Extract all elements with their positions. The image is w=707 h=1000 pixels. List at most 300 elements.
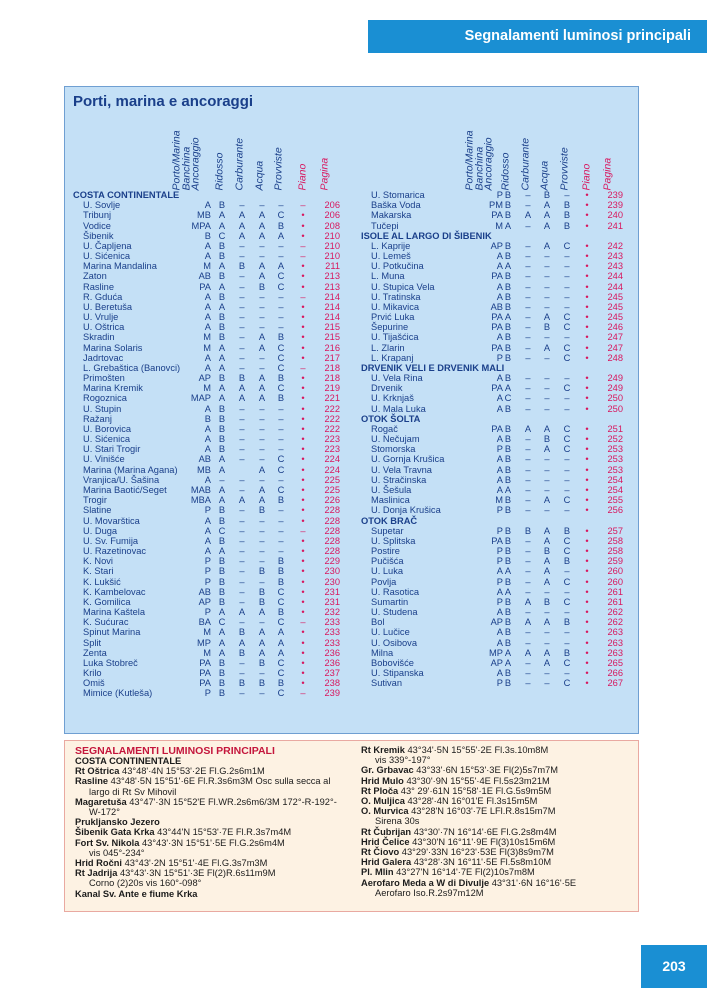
fuel-value: – — [525, 668, 531, 679]
page-ref: 230 — [324, 576, 340, 587]
port-name: Jadrtovac — [83, 352, 124, 363]
water-value: – — [259, 688, 265, 699]
provisions-value: C — [277, 454, 285, 465]
table-row — [361, 546, 637, 556]
table-row — [73, 597, 360, 607]
table-row — [73, 485, 360, 495]
port-name: U. Stupin — [83, 403, 122, 414]
shelter-value: B — [218, 535, 226, 546]
table-row — [73, 312, 360, 322]
light-name: Rt Čiovo — [361, 847, 400, 858]
page-ref: 252 — [607, 434, 623, 445]
table-row — [73, 363, 360, 373]
light-entry — [361, 796, 637, 806]
light-entry — [361, 755, 637, 765]
page-ref: 253 — [607, 454, 623, 465]
plan-marker: • — [585, 617, 589, 628]
port-type: A — [496, 281, 503, 292]
plan-marker: • — [301, 281, 305, 292]
port-type: P — [496, 576, 503, 587]
provisions-value: B — [563, 200, 571, 211]
shelter-value: B — [218, 423, 226, 434]
fuel-value: A — [238, 607, 246, 618]
provisions-value: C — [277, 281, 285, 292]
port-type: MAB — [190, 484, 211, 495]
fuel-value: – — [525, 383, 531, 394]
shelter-value: A — [218, 495, 226, 506]
water-value: – — [544, 586, 550, 597]
table-row — [73, 678, 360, 688]
light-entry — [361, 765, 637, 775]
page-ref: 223 — [324, 434, 340, 445]
port-name: Krilo — [83, 668, 102, 679]
port-type: P — [204, 607, 211, 618]
shelter-value: B — [504, 454, 512, 465]
fuel-value: A — [238, 637, 246, 648]
port-type: PA — [491, 535, 503, 546]
light-entry — [361, 745, 637, 755]
port-type: AB — [198, 586, 211, 597]
table-row — [361, 322, 637, 332]
water-value: A — [543, 210, 551, 221]
port-name: U. Razetinovac — [83, 546, 147, 557]
water-value: – — [259, 423, 265, 434]
port-type: A — [496, 464, 503, 475]
port-type: A — [496, 373, 503, 384]
table-row — [73, 302, 360, 312]
page-ref: 255 — [607, 495, 623, 506]
port-name: L. Kaprije — [371, 240, 411, 251]
table-row — [361, 536, 637, 546]
plan-marker: • — [301, 576, 305, 587]
ports-table-panel — [64, 86, 639, 734]
table-row — [361, 434, 637, 444]
shelter-value: A — [504, 220, 512, 231]
fuel-value: – — [239, 301, 245, 312]
shelter-value: C — [218, 617, 226, 628]
shelter-value: B — [504, 576, 512, 587]
port-type: P — [204, 566, 211, 577]
column-header: Piano — [580, 163, 593, 190]
page-ref: 248 — [607, 352, 623, 363]
shelter-value: A — [504, 261, 512, 272]
fuel-value: A — [524, 647, 532, 658]
port-name: Zenta — [83, 647, 107, 658]
lights-column-left — [75, 756, 357, 899]
table-row — [361, 577, 637, 587]
page-ref: 217 — [324, 352, 340, 363]
port-type: P — [496, 678, 503, 689]
port-type: P — [496, 556, 503, 567]
shelter-value: B — [218, 434, 226, 445]
port-name: Slatine — [83, 505, 112, 516]
fuel-value: – — [525, 291, 531, 302]
table-row — [73, 221, 360, 231]
plan-marker: • — [301, 505, 305, 516]
provisions-value: – — [564, 627, 570, 638]
shelter-value: B — [218, 576, 226, 587]
provisions-value: B — [277, 576, 285, 587]
page-ref: 245 — [607, 301, 623, 312]
plan-marker: • — [585, 678, 589, 689]
port-name: Marina (Marina Agana) — [83, 464, 178, 475]
light-name: Rasline — [75, 776, 109, 787]
provisions-value: C — [277, 657, 285, 668]
port-type: PA — [199, 678, 211, 689]
light-entry — [75, 878, 357, 888]
port-name: Šepurine — [371, 322, 409, 333]
section-heading — [361, 516, 637, 526]
plan-marker: • — [585, 576, 589, 587]
fuel-value: – — [525, 627, 531, 638]
plan-marker: • — [585, 596, 589, 607]
provisions-value: C — [563, 312, 571, 323]
port-name: Baška Voda — [371, 200, 421, 211]
fuel-value: A — [238, 393, 246, 404]
shelter-value: B — [504, 556, 512, 567]
provisions-value: – — [564, 454, 570, 465]
water-value: – — [259, 301, 265, 312]
port-type: A — [496, 332, 503, 343]
page-ref: 231 — [324, 586, 340, 597]
table-row — [73, 454, 360, 464]
light-entry — [75, 807, 357, 817]
table-row — [73, 526, 360, 536]
port-type: A — [204, 515, 211, 526]
page-ref: 246 — [607, 322, 623, 333]
shelter-value: B — [504, 291, 512, 302]
shelter-value: B — [504, 373, 512, 384]
shelter-value: A — [218, 281, 226, 292]
column-header: Ridosso — [499, 152, 512, 190]
fuel-value: – — [525, 607, 531, 618]
port-type: AP — [198, 596, 211, 607]
port-name: Trogir — [83, 495, 107, 506]
table-row — [73, 668, 360, 678]
port-type: P — [204, 556, 211, 567]
water-value: A — [258, 495, 266, 506]
water-value: – — [259, 413, 265, 424]
table-row — [73, 393, 360, 403]
page-ref: 224 — [324, 454, 340, 465]
fuel-value: – — [239, 281, 245, 292]
page-ref: 263 — [607, 637, 623, 648]
fuel-value: – — [239, 474, 245, 485]
plan-marker: • — [301, 474, 305, 485]
table-row — [73, 587, 360, 597]
table-row — [73, 251, 360, 261]
provisions-value: B — [277, 678, 285, 689]
shelter-value: A — [218, 301, 226, 312]
provisions-value: – — [564, 403, 570, 414]
water-value: – — [259, 617, 265, 628]
fuel-value: – — [525, 373, 531, 384]
page-ref: 245 — [607, 291, 623, 302]
fuel-value: – — [239, 515, 245, 526]
table-row — [73, 688, 360, 698]
port-type: P — [496, 352, 503, 363]
port-name: Split — [83, 637, 102, 648]
water-value: A — [543, 535, 551, 546]
provisions-value: – — [564, 484, 570, 495]
water-value: – — [544, 251, 550, 262]
shelter-value: B — [218, 515, 226, 526]
provisions-value: C — [277, 342, 285, 353]
page-ref: 244 — [607, 281, 623, 292]
table-row — [73, 648, 360, 658]
port-type: A — [204, 525, 211, 536]
port-type: A — [496, 454, 503, 465]
port-type: M — [203, 332, 211, 343]
port-type: M — [495, 495, 503, 506]
provisions-value: C — [563, 240, 571, 251]
fuel-value: B — [524, 525, 532, 536]
port-type: M — [203, 261, 211, 272]
fuel-value: – — [525, 200, 531, 211]
fuel-value: – — [525, 240, 531, 251]
provisions-value: – — [278, 200, 284, 211]
water-value: A — [543, 576, 551, 587]
light-characteristics: 43°47'·3N 15°52'E Fl.WR.2s6m6/3M 172°-R-192°- — [126, 796, 337, 807]
page-ref: 225 — [324, 484, 340, 495]
column-header: Pagina — [601, 157, 614, 190]
shelter-value: A — [504, 484, 512, 495]
light-name: Rt Ploča — [361, 785, 399, 796]
plan-marker: • — [585, 251, 589, 262]
port-name: U. Tijašćica — [371, 332, 419, 343]
shelter-value: B — [504, 403, 512, 414]
port-name: Luka Stobreč — [83, 657, 138, 668]
column-header: Porto/Marina Banchina Ancoraggio — [170, 129, 202, 190]
provisions-value: C — [563, 342, 571, 353]
water-value: B — [543, 190, 551, 200]
fuel-value: B — [238, 261, 246, 272]
water-value: B — [258, 678, 266, 689]
port-type: A — [204, 403, 211, 414]
water-value: – — [259, 240, 265, 251]
shelter-value: A — [504, 383, 512, 394]
light-name: Hrid Galera — [361, 857, 412, 868]
plan-marker: • — [301, 627, 305, 638]
light-characteristics: 43°31'·6N 16°16'·5E — [489, 877, 577, 888]
table-row — [73, 424, 360, 434]
plan-marker: – — [300, 525, 306, 536]
light-characteristics: 43°44'N 15°53'·7E Fl.R.3s7m4M — [154, 827, 292, 838]
shelter-value: B — [504, 668, 512, 679]
light-entry — [75, 817, 357, 827]
shelter-value: C — [218, 230, 226, 241]
table-row — [361, 607, 637, 617]
fuel-value: – — [239, 525, 245, 536]
light-name: Šibenik Gata Krka — [75, 827, 155, 838]
port-name: U. Stračinska — [371, 474, 427, 485]
fuel-value: – — [525, 312, 531, 323]
page-ref: 223 — [324, 444, 340, 455]
page-ref: 233 — [324, 617, 340, 628]
plan-marker: • — [301, 454, 305, 465]
light-entry — [361, 888, 637, 898]
provisions-value: B — [563, 647, 571, 658]
port-type: MB — [197, 464, 211, 475]
light-entry — [361, 857, 637, 867]
provisions-value: B — [563, 617, 571, 628]
port-name: Šibenik — [83, 230, 114, 241]
port-name: U. Borovica — [83, 423, 132, 434]
table-row — [73, 465, 360, 475]
table-row — [73, 241, 360, 251]
water-value: B — [258, 586, 266, 597]
table-row — [73, 505, 360, 515]
page-ref: 260 — [607, 576, 623, 587]
plan-marker: • — [301, 668, 305, 679]
provisions-value: C — [277, 688, 285, 699]
table-row — [73, 282, 360, 292]
fuel-value: – — [525, 454, 531, 465]
table-row — [361, 526, 637, 536]
port-name: U. Potkučina — [371, 261, 424, 272]
page-ref: 239 — [324, 688, 340, 699]
shelter-value: A — [218, 647, 226, 658]
port-name: U. Vinišće — [83, 454, 125, 465]
light-entry — [75, 858, 357, 868]
water-value: – — [544, 301, 550, 312]
provisions-value: B — [563, 210, 571, 221]
fuel-value: – — [525, 332, 531, 343]
fuel-value: – — [525, 261, 531, 272]
port-type: MB — [197, 210, 211, 221]
provisions-value: C — [563, 423, 571, 434]
shelter-value: A — [218, 546, 226, 557]
port-name: Maslinica — [371, 495, 410, 506]
port-name: U. Mala Luka — [371, 403, 426, 414]
plan-marker: • — [585, 210, 589, 221]
table-row — [73, 414, 360, 424]
shelter-value: B — [218, 251, 226, 262]
fuel-value: A — [238, 383, 246, 394]
light-name: Kanal Sv. Ante e fiume Krka — [75, 888, 198, 899]
column-header: Acqua — [253, 160, 266, 190]
light-characteristics: vis 045°-234° — [89, 847, 145, 858]
table-row — [73, 200, 360, 210]
port-type: AB — [198, 454, 211, 465]
light-name: COSTA CONTINENTALE — [75, 756, 182, 766]
provisions-value: – — [278, 322, 284, 333]
light-characteristics: 43°30'·9N 15°55'·4E Fl.5s23m21M — [403, 775, 550, 786]
column-header: Porto/Marina Banchina Ancoraggio — [463, 129, 495, 190]
water-value: – — [544, 678, 550, 689]
page-ref: 229 — [324, 556, 340, 567]
table-row — [361, 627, 637, 637]
page-ref: 236 — [324, 647, 340, 658]
port-type: PA — [491, 342, 503, 353]
port-name: K. Lukšić — [83, 576, 121, 587]
shelter-value: B — [504, 535, 512, 546]
light-entry — [75, 787, 357, 797]
table-row — [73, 210, 360, 220]
port-type: A — [204, 434, 211, 445]
water-value: B — [543, 596, 551, 607]
plan-marker: • — [301, 403, 305, 414]
provisions-value: C — [277, 352, 285, 363]
water-value: A — [543, 240, 551, 251]
port-type: A — [496, 434, 503, 445]
provisions-value: B — [563, 220, 571, 231]
provisions-value: – — [278, 474, 284, 485]
fuel-value: – — [525, 637, 531, 648]
port-name: U. Duga — [83, 525, 118, 536]
table-row — [73, 373, 360, 383]
table-row — [361, 587, 637, 597]
light-characteristics: 43°27'N 16°14'·7E Fl(2)10s7m8M — [393, 867, 535, 878]
port-type: A — [204, 301, 211, 312]
fuel-value: – — [525, 403, 531, 414]
page-ref: 251 — [607, 423, 623, 434]
light-entry — [75, 827, 357, 837]
plan-marker: • — [585, 352, 589, 363]
fuel-value: – — [525, 657, 531, 668]
table-row — [361, 495, 637, 505]
port-type: A — [496, 251, 503, 262]
fuel-value: – — [525, 556, 531, 567]
plan-marker: • — [301, 413, 305, 424]
water-value: B — [258, 596, 266, 607]
column-header: Provviste — [558, 146, 571, 190]
light-characteristics: 43°28'·4N 16°01'E Fl.3s15m5M — [404, 796, 538, 807]
shelter-value: A — [218, 383, 226, 394]
water-value: – — [259, 668, 265, 679]
water-value: – — [544, 261, 550, 272]
port-type: A — [496, 484, 503, 495]
shelter-value: A — [218, 352, 226, 363]
provisions-value: – — [564, 566, 570, 577]
provisions-value: – — [564, 190, 570, 200]
water-value: – — [259, 362, 265, 373]
port-type: A — [496, 474, 503, 485]
table-row — [73, 332, 360, 342]
fuel-value: – — [525, 190, 531, 200]
page-ref: 221 — [324, 393, 340, 404]
column-header: Carburante — [519, 137, 532, 190]
fuel-value: – — [239, 505, 245, 516]
light-name: O. Muljica — [361, 796, 405, 807]
port-name: L. Zlarin — [371, 342, 405, 353]
water-value: A — [258, 230, 266, 241]
page-ref: 233 — [324, 627, 340, 638]
plan-marker: • — [585, 383, 589, 394]
port-type: P — [204, 505, 211, 516]
section-label: OTOK BRAČ — [361, 515, 418, 526]
provisions-value: B — [277, 607, 285, 618]
provisions-value: – — [278, 251, 284, 262]
provisions-value: C — [277, 464, 285, 475]
port-name: U. Mikavica — [371, 301, 420, 312]
fuel-value: – — [525, 322, 531, 333]
page-ref: 222 — [324, 403, 340, 414]
shelter-value: B — [504, 342, 512, 353]
port-type: P — [496, 525, 503, 536]
port-type: P — [496, 546, 503, 557]
plan-marker: • — [301, 393, 305, 404]
plan-marker: • — [585, 586, 589, 597]
port-name: U. Krknjaš — [371, 393, 414, 404]
fuel-value: – — [239, 403, 245, 414]
port-name: Tučepi — [371, 220, 399, 231]
page-ref: 267 — [607, 678, 623, 689]
provisions-value: A — [277, 647, 285, 658]
table-row — [361, 393, 637, 403]
page-ref: 258 — [607, 546, 623, 557]
port-name: K. Novi — [83, 556, 113, 567]
